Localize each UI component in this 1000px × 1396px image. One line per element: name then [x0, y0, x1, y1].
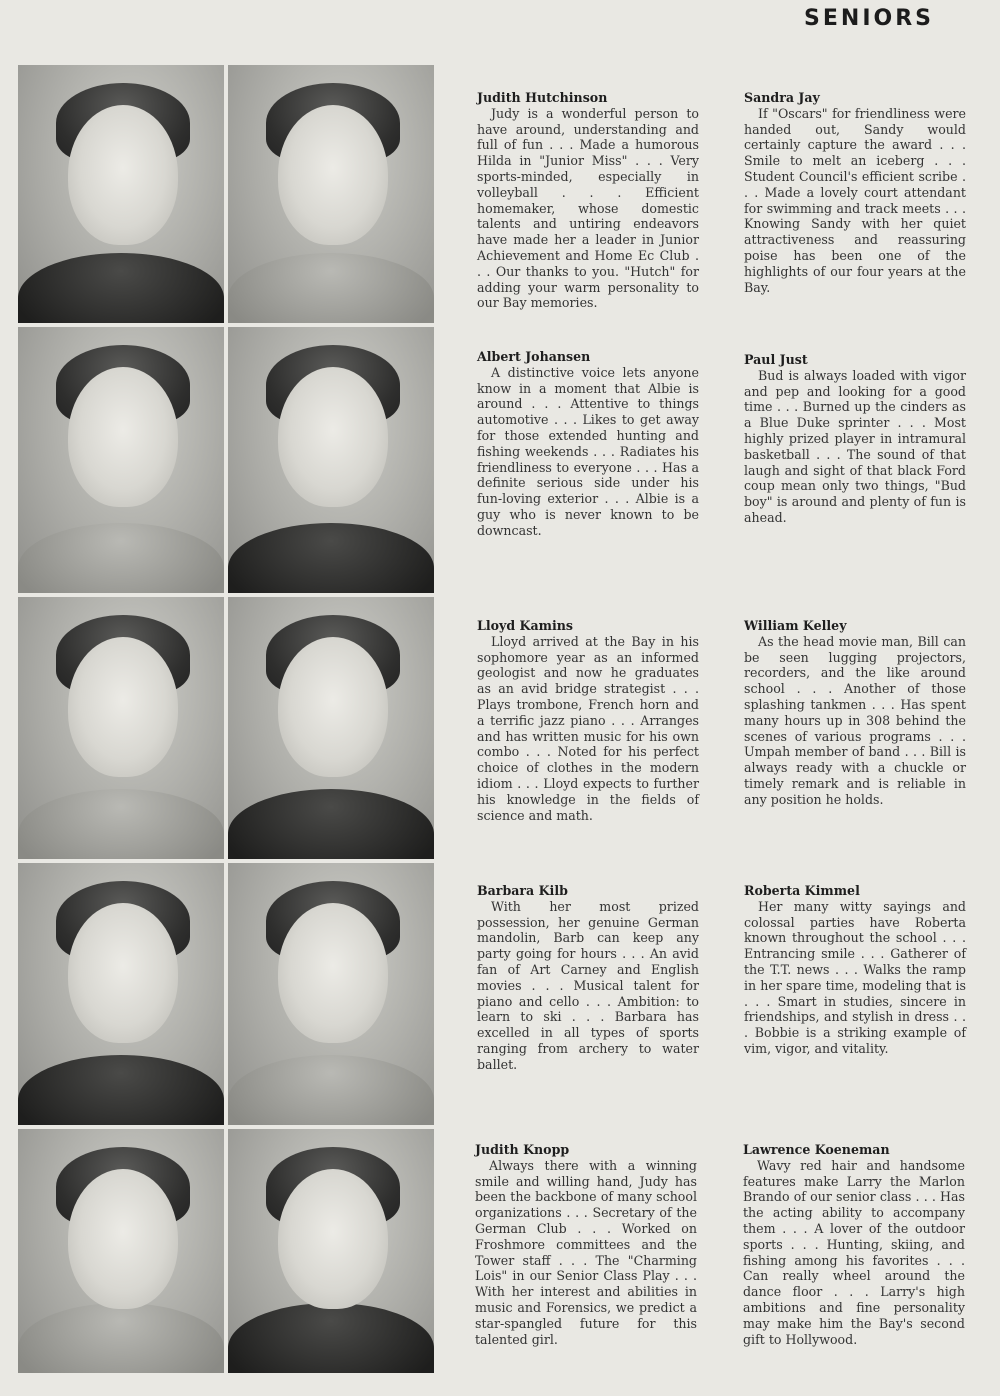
senior-bio: If "Oscars" for friendliness were handed out, Sandy would certainly capture the award . . . Smile to melt an iceberg . . . Student Council's efficient scribe . . . Made a lovely court attendant for swimming and track meets . . . Knowing Sandy with her quiet attractiveness and reassuring poise has been one of the highlights of our four years at the Bay.	[744, 105, 966, 295]
senior-name: Roberta Kimmel	[744, 883, 860, 898]
senior-bio: As the head movie man, Bill can be seen lugging projectors, recorders, and the like around school . . . Another of those splashing tankmen . . . Has spent many hours up in 308 behind the scenes of various programs . . . Umpah member of band . . . Bill is always ready with a chuckle or timely remark and is reliable in any position he holds.	[744, 633, 966, 807]
senior-name: William Kelley	[744, 618, 847, 633]
senior-entry	[743, 1142, 965, 1347]
portrait-photo	[18, 1129, 224, 1373]
senior-bio: Judy is a wonderful person to have around, understanding and full of fun . . . Made a humorous Hilda in "Junior Miss" . . . Very sports-minded, especially in volleyball . . . Efficient homemaker, whose domestic talents and untiring endeavors have made her a leader in Junior Achievement and Home Ec Club . . . Our thanks to you. "Hutch" for adding your warm personality to our Bay memories.	[477, 105, 699, 311]
portrait-photo	[228, 1129, 434, 1373]
portrait-photo	[18, 65, 224, 323]
portrait-photo	[18, 597, 224, 859]
portrait-photo	[18, 327, 224, 593]
senior-bio: A distinctive voice lets anyone know in a moment that Albie is around . . . Attentive to things automotive . . . Likes to get away for those extended hunting and fishing weekends . . . Radiates his friendliness to everyone . . . Has a definite serious side under his fun-loving exterior . . . Albie is a guy who is never known to be downcast.	[477, 364, 699, 538]
portrait-photo	[228, 597, 434, 859]
senior-name: Lloyd Kamins	[477, 618, 574, 633]
portrait-photo	[228, 327, 434, 593]
senior-entry	[744, 352, 966, 526]
senior-entry	[475, 1142, 697, 1347]
senior-name: Albert Johansen	[477, 349, 591, 364]
portrait-photo	[18, 863, 224, 1125]
senior-bio: With her most prized possession, her genuine German mandolin, Barb can keep any party going for hours . . . An avid fan of Art Carney and English movies . . . Musical talent for piano and cello . . . Ambition: to learn to ski . . . Barbara has excelled in all types of sports ranging from archery to water ballet.	[477, 898, 699, 1072]
senior-name: Judith Knopp	[475, 1142, 570, 1157]
senior-entry	[744, 618, 966, 808]
page-title: SENIORS	[804, 6, 934, 31]
senior-entry	[477, 883, 699, 1073]
senior-bio: Her many witty sayings and colossal parties have Roberta known throughout the school . . . Entrancing smile . . . Gatherer of the T.T. news . . . Walks the ramp in her spare time, modeling that is . . . Smart in studies, sincere in friendships, and stylish in dress . . . Bobbie is a striking example of vim, vigor, and vitality.	[744, 898, 966, 1056]
senior-name: Judith Hutchinson	[477, 90, 608, 105]
senior-entry	[477, 349, 699, 539]
senior-entry	[477, 90, 699, 311]
senior-entry	[477, 618, 699, 823]
senior-name: Sandra Jay	[744, 90, 820, 105]
portrait-photo	[228, 65, 434, 323]
senior-bio: Bud is always loaded with vigor and pep and looking for a good time . . . Burned up the cinders as a Blue Duke sprinter . . . Most highly prized player in intramural basketball . . . The sound of that laugh and sight of that black Ford coup mean only two things, "Bud boy" is around and plenty of fun is ahead.	[744, 367, 966, 525]
senior-entry	[744, 883, 966, 1057]
senior-bio: Lloyd arrived at the Bay in his sophomore year as an informed geologist and now he graduates as an avid bridge strategist . . . Plays trombone, French horn and a terrific jazz piano . . . Arranges and has written music for his own combo . . . Noted for his perfect choice of clothes in the modern idiom . . . Lloyd expects to further his knowledge in the fields of science and math.	[477, 633, 699, 823]
senior-entry	[744, 90, 966, 295]
senior-name: Barbara Kilb	[477, 883, 568, 898]
senior-bio: Always there with a winning smile and willing hand, Judy has been the backbone of many school organizations . . . Secretary of the German Club . . . Worked on Froshmore committees and the Tower staff . . . The "Charming Lois" in our Senior Class Play . . . With her interest and abilities in music and Forensics, we predict a star-spangled future for this talented girl.	[475, 1157, 697, 1347]
senior-name: Lawrence Koeneman	[743, 1142, 890, 1157]
senior-bio: Wavy red hair and handsome features make Larry the Marlon Brando of our senior class . . . Has the acting ability to accompany them . . . A lover of the outdoor sports . . . Hunting, skiing, and fishing among his favorites . . . Can really wheel around the dance floor . . . Larry's high ambitions and fine personality may make him the Bay's second gift to Hollywood.	[743, 1157, 965, 1347]
senior-name: Paul Just	[744, 352, 808, 367]
portrait-photo	[228, 863, 434, 1125]
